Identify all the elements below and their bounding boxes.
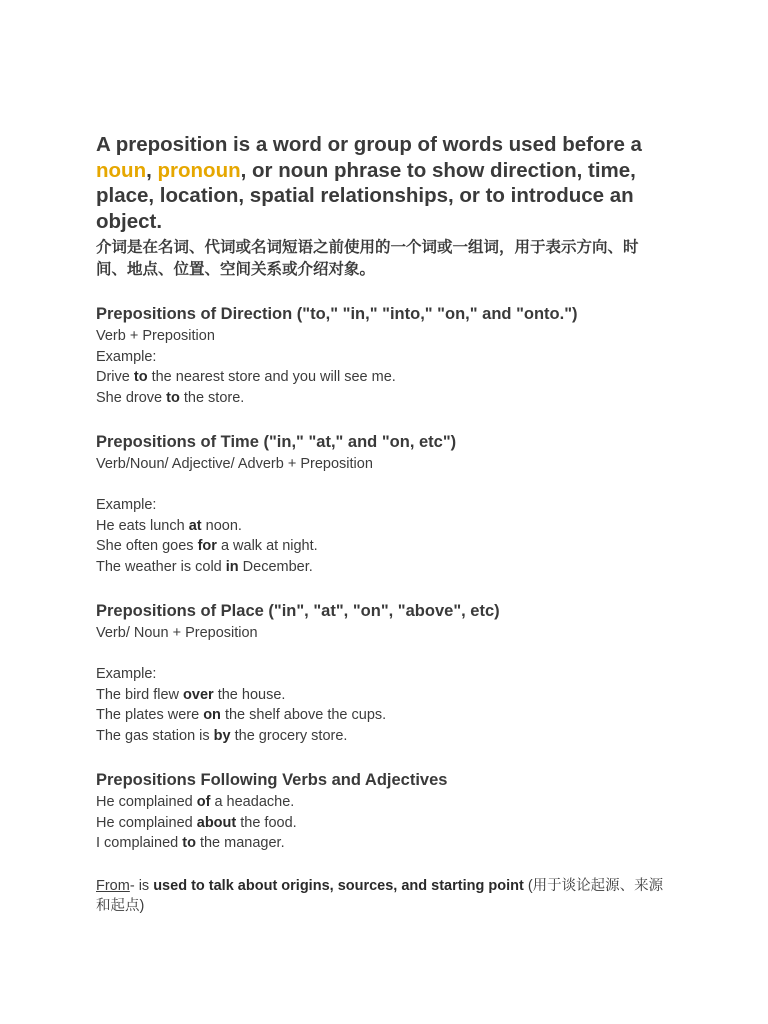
example-text: He complained	[96, 794, 197, 810]
example-line	[96, 833, 666, 854]
example-text: He eats lunch	[96, 517, 189, 534]
example-line	[96, 367, 666, 388]
from-link[interactable]: From	[96, 877, 130, 894]
example-text: a headache.	[210, 794, 295, 810]
from-definition	[96, 876, 666, 917]
example-line	[96, 536, 666, 557]
example-line	[96, 813, 666, 834]
highlight-noun: noun	[96, 158, 147, 182]
example-text: the manager.	[195, 835, 285, 851]
example-label-time: Example:	[96, 497, 157, 513]
example-text: the house.	[213, 686, 286, 703]
heading-place: Prepositions of Place ("in", "at", "on", "above", etc)	[96, 602, 500, 620]
intro-text-part2: , or noun phrase to show direction, time, place, location, spatial relationships, or to introduce an object.	[96, 158, 636, 233]
example-text: She often goes	[96, 538, 198, 554]
pattern-place: Verb/ Noun + Preposition	[96, 625, 258, 641]
example-preposition: to	[133, 369, 148, 385]
example-line	[96, 685, 666, 706]
example-text: The weather is cold	[96, 558, 226, 575]
example-preposition: to	[182, 835, 196, 851]
section-from	[96, 876, 666, 917]
intro-chinese-translation: 介词是在名词、代词或名词短语之前使用的一个词或一组词，用于表示方向、时间、地点、位置、空间关系或介绍对象。	[96, 238, 639, 278]
example-text: the shelf above the cups.	[220, 707, 387, 723]
spacer	[96, 644, 666, 665]
example-text: The plates were	[96, 707, 204, 723]
example-text: the store.	[179, 389, 245, 406]
spacer	[96, 475, 666, 496]
document-page	[96, 132, 666, 917]
pattern-time: Verb/Noun/ Adjective/ Adverb + Preposition	[96, 456, 373, 472]
example-preposition: to	[166, 389, 180, 406]
example-line	[96, 557, 666, 578]
example-text: the nearest store and you will see me.	[147, 369, 396, 385]
example-label-place: Example:	[96, 666, 157, 682]
example-text: the food.	[236, 814, 297, 831]
example-preposition: at	[188, 517, 202, 534]
example-text: Drive	[96, 369, 134, 385]
example-line	[96, 726, 666, 747]
highlight-pronoun: pronoun	[157, 158, 241, 182]
example-preposition: in	[225, 558, 239, 575]
example-text: noon.	[201, 517, 242, 534]
example-text: December.	[238, 558, 313, 575]
heading-direction: Prepositions of Direction ("to," "in," "into," "on," and "onto.")	[96, 305, 578, 323]
heading-verbs-adjectives: Prepositions Following Verbs and Adjectives	[96, 771, 448, 789]
section-direction	[96, 302, 666, 408]
section-verbs-adjectives	[96, 768, 666, 854]
example-text: The bird flew	[96, 686, 184, 703]
example-preposition: by	[213, 727, 231, 744]
example-text: the grocery store.	[230, 727, 348, 744]
example-label-direction: Example:	[96, 348, 157, 365]
section-time	[96, 430, 666, 577]
example-line	[96, 705, 666, 726]
example-text: He complained	[96, 814, 197, 831]
from-dash: - is	[129, 877, 154, 894]
example-preposition: on	[203, 707, 221, 723]
example-text: I complained	[96, 835, 183, 851]
example-text: a walk at night.	[216, 538, 318, 554]
example-preposition: of	[196, 794, 211, 810]
example-text: She drove	[96, 389, 167, 406]
example-preposition: about	[196, 814, 237, 831]
example-preposition: over	[183, 686, 214, 703]
section-place	[96, 599, 666, 746]
example-text: The gas station is	[96, 727, 214, 744]
example-preposition: for	[197, 538, 217, 554]
example-line	[96, 388, 666, 409]
pattern-direction: Verb + Preposition	[96, 328, 215, 344]
example-line	[96, 792, 666, 813]
from-chinese: (用于谈论起源、来源和起点)	[96, 877, 664, 914]
example-line	[96, 516, 666, 537]
from-bold-definition: used to talk about origins, sources, and starting point	[153, 877, 524, 894]
heading-time: Prepositions of Time ("in," "at," and "on, etc")	[96, 433, 457, 451]
intro-comma: ,	[146, 158, 158, 182]
intro-text-part1: A preposition is a word or group of words used before a	[96, 133, 642, 156]
intro-definition	[96, 132, 666, 234]
